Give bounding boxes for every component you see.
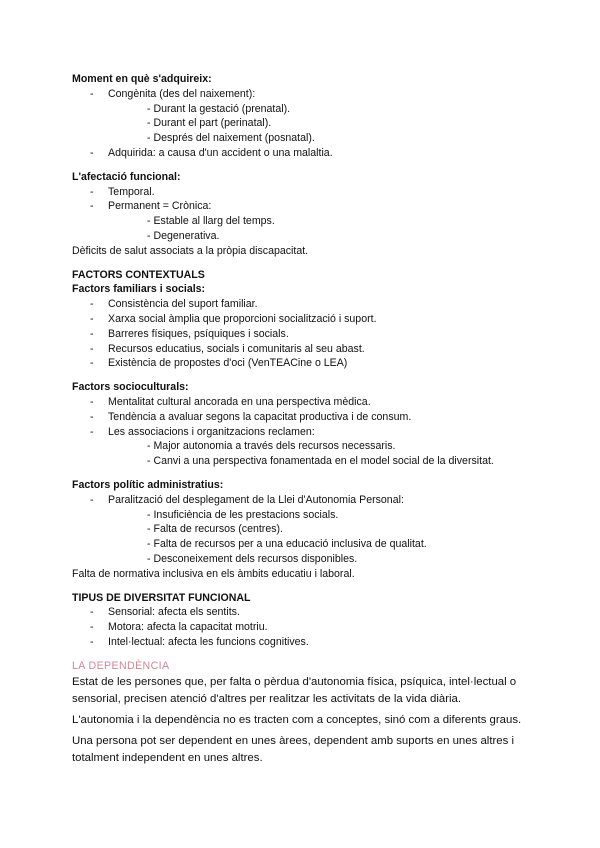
dependencia-paragraph-1-line-1: Estat de les persones que, per falta o pèrdua d'autonomia física, psíquica, intel·lectual o: [72, 675, 517, 688]
familiars-heading: Factors familiars i socials:: [72, 283, 206, 296]
list-item: - Intel·lectual: afecta les funcions cognitives.: [90, 635, 309, 648]
list-item: - Permanent = Crònica:: [90, 200, 212, 213]
sub-item: - Durant la gestació (prenatal).: [147, 102, 291, 115]
tipus-heading: TIPUS DE DIVERSITAT FUNCIONAL: [72, 591, 251, 604]
socioculturals-list: [72, 395, 532, 469]
list-item: - Barreres físiques, psíquiques i socials.: [90, 327, 289, 340]
contextuals-title: FACTORS CONTEXTUALS: [72, 268, 205, 281]
list-item: - Recursos educatius, socials i comunitaris al seu abast.: [90, 342, 365, 355]
sub-item: - Insuficiència de les prestacions socials.: [147, 508, 339, 521]
dependencia-paragraph-2: L'autonomia i la dependència no es tracten com a conceptes, sinó com a diferents graus.: [72, 713, 522, 726]
sub-item: - Degenerativa.: [147, 229, 220, 242]
socioculturals-heading: Factors socioculturals:: [72, 381, 189, 394]
list-item: - Temporal.: [90, 185, 155, 198]
dependencia-paragraph-3-line-1: Una persona pot ser dependent en unes àrees, dependent amb suports en unes altres i: [72, 734, 515, 747]
dependencia-paragraph-1-line-2: sensorial, precisen atenció d'altres per realitzar les activitats de la vida diària.: [72, 692, 462, 705]
list-item: - Sensorial: afecta els sentits.: [90, 606, 240, 619]
list-item: - Motora: afecta la capacitat motriu.: [90, 621, 268, 634]
sub-item: - Major autonomia a través dels recursos necessaris.: [147, 440, 396, 453]
list-item: - Paralització del desplegament de la Llei d'Autonomia Personal:: [90, 493, 404, 506]
list-item: - Existència de propostes d'oci (VenTEACine o LEA): [90, 357, 348, 370]
sub-item: - Falta de recursos (centres).: [147, 523, 283, 536]
normativa-text: Falta de normativa inclusiva en els àmbits educatiu i laboral.: [72, 567, 355, 580]
tipus-list: [72, 605, 532, 649]
list-item: - Les associacions i organitzacions reclamen:: [90, 425, 315, 438]
sub-item: - Després del naixement (posnatal).: [147, 132, 315, 145]
deficits-text: Dèficits de salut associats a la pròpia discapacitat.: [72, 244, 309, 257]
list-item: - Tendència a avaluar segons la capacitat productiva i de consum.: [90, 410, 412, 423]
dependencia-paragraph-3-line-2: totalment independent en unes altres.: [72, 751, 263, 764]
afectacio-heading: L'afectació funcional:: [72, 170, 181, 183]
sub-item: - Estable al llarg del temps.: [147, 215, 275, 228]
familiars-list: [72, 297, 532, 371]
sub-item: - Canvi a una perspectiva fonamentada en el model social de la diversitat.: [147, 455, 494, 468]
sub-item: - Durant el part (perinatal).: [147, 117, 272, 130]
sub-item: - Falta de recursos per a una educació inclusiva de qualitat.: [147, 538, 427, 551]
list-item: - Xarxa social àmplia que proporcioni socialització i suport.: [90, 312, 377, 325]
list-item: - Consistència del suport familiar.: [90, 298, 258, 311]
politic-heading: Factors polític administratius:: [72, 478, 224, 491]
document-page: [72, 72, 532, 767]
sub-item: - Desconeixement dels recursos disponibles.: [147, 552, 358, 565]
afectacio-list: [72, 185, 532, 244]
list-item: - Congènita (des del naixement):: [90, 87, 256, 100]
moment-heading: Moment en què s'adquireix:: [72, 73, 212, 85]
moment-list: [72, 87, 532, 161]
list-item: - Adquirida: a causa d'un accident o una malaltia.: [90, 146, 333, 159]
politic-list: [72, 493, 532, 567]
list-item: - Mentalitat cultural ancorada en una perspectiva mèdica.: [90, 395, 371, 408]
dependencia-heading: LA DEPENDÈNCIA: [72, 659, 170, 672]
